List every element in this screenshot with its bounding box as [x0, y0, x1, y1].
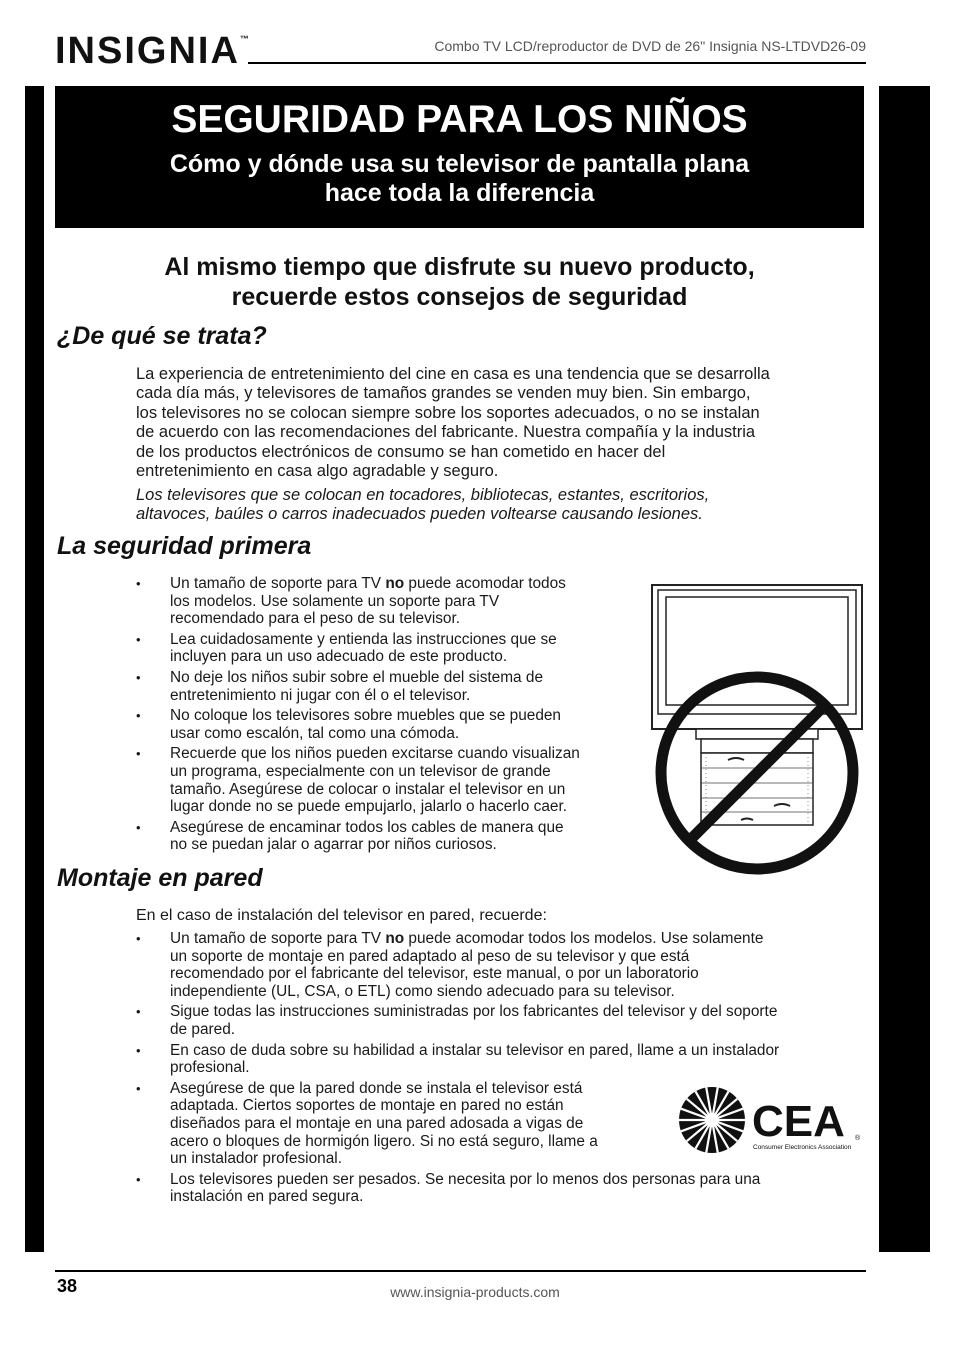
page-title: SEGURIDAD PARA LOS NIÑOS	[171, 98, 748, 141]
document-title: Combo TV LCD/reproductor de DVD de 26" Insignia NS-LTDVD26-09	[434, 38, 866, 54]
section-heading-montaje-en-pared: Montaje en pared	[57, 864, 263, 892]
list-item: • No deje los niños subir sobre el mueble del sistema de entretenimiento ni jugar con él o el televisor.	[136, 669, 646, 704]
title-banner	[55, 86, 864, 228]
intro-heading-line: Al mismo tiempo que disfrute su nuevo producto,	[164, 253, 755, 281]
section-heading-la-seguridad-primera: La seguridad primera	[57, 532, 312, 560]
list-item: • Asegúrese de encaminar todos los cables de manera que no se puedan jalar o agarrar por niños curiosos.	[136, 819, 646, 854]
banner-subtitle-line: hace toda la diferencia	[324, 179, 595, 207]
cea-wordmark: CEA	[752, 1097, 845, 1146]
logo-text: INSIGNIA	[55, 30, 240, 72]
list-item: • Sigue todas las instrucciones suministradas por los fabricantes del televisor y del soporte de pared.	[136, 1003, 866, 1038]
section3-lead: En el caso de instalación del televisor en pared, recuerde:	[136, 907, 547, 924]
list-item: • Un tamaño de soporte para TV no puede acomodar todos los modelos. Use solamente un soporte de montaje en pared adaptado al peso de su televisor y que está recomendado por el fabricante del televisor, este manual, o por un laboratorio independiente (UL, CSA, o ETL) como siendo adecuado para su televisor.	[136, 930, 866, 1000]
left-edge-bar	[25, 86, 44, 1252]
list-item: • Un tamaño de soporte para TV no puede acomodar todos los modelos. Use solamente un soporte para TV recomendado para el peso de su televisor.	[136, 575, 646, 628]
header-divider	[248, 62, 866, 64]
safety-bullet-list	[136, 575, 646, 857]
logo-trademark: ™	[239, 34, 249, 44]
paragraph-line: cada día más, y televisores de tamaños grandes se venden muy bien. Sin embargo,	[136, 384, 751, 403]
paragraph-line: los televisores no se colocan siempre sobre los soportes adecuados, o no se instalan	[136, 403, 760, 422]
warning-line: altavoces, baúles o carros inadecuados pueden voltearse causando lesiones.	[136, 505, 703, 524]
section1-paragraph	[136, 365, 770, 481]
list-item: • Asegúrese de que la pared donde se instala el televisor está adaptada. Ciertos soportes de montaje en pared no están diseñados para el montaje en una pared adosada a vigas de acero o bloques de hormigón ligero. Si no está seguro, llame a un instalador profesional.	[136, 1080, 866, 1168]
banner-subtitle	[55, 150, 864, 208]
intro-heading	[55, 252, 864, 312]
paragraph-line: de acuerdo con las recomendaciones del fabricante. Nuestra compañía y la industria	[136, 423, 756, 442]
section-heading-de-que-se-trata: ¿De qué se trata?	[57, 322, 267, 350]
list-item: • En caso de duda sobre su habilidad a instalar su televisor en pared, llame a un instalador profesional.	[136, 1042, 866, 1077]
page-number: 38	[57, 1276, 78, 1296]
paragraph-line: La experiencia de entretenimiento del cine en casa es una tendencia que se desarrolla	[136, 365, 770, 383]
intro-heading-line: recuerde estos consejos de seguridad	[231, 283, 688, 311]
footer-divider	[55, 1270, 866, 1272]
footer-url: www.insignia-products.com	[390, 1284, 560, 1300]
cea-logo	[676, 1084, 862, 1156]
list-item: • Lea cuidadosamente y entienda las instrucciones que se incluyen para un uso adecuado de este producto.	[136, 631, 646, 666]
tv-screen	[666, 597, 848, 705]
wall-mount-bullet-list	[136, 930, 866, 1209]
right-edge-bar	[879, 86, 930, 1252]
list-item: • Los televisores pueden ser pesados. Se necesita por lo menos dos personas para una instalación en pared segura.	[136, 1171, 866, 1206]
cea-starburst-icon	[679, 1087, 745, 1153]
list-item: • No coloque los televisores sobre muebles que se pueden usar como escalón, tal como una cómoda.	[136, 707, 646, 742]
paragraph-line: de los productos electrónicos de consumo se han cometido en hacer del	[136, 442, 666, 461]
insignia-logo	[55, 30, 249, 73]
no-tv-on-dresser-illustration	[646, 580, 868, 880]
banner-subtitle-line: Cómo y dónde usa su televisor de pantalla plana	[169, 150, 750, 178]
warning-line: Los televisores que se colocan en tocadores, bibliotecas, estantes, escritorios,	[136, 486, 710, 504]
section1-warning	[136, 486, 709, 525]
list-item: • Recuerde que los niños pueden excitarse cuando visualizan un programa, especialmente con un televisor de grande tamaño. Asegúrese de colocar o instalar el televisor en un lugar donde no se puede empujarlo, jalarlo o hacerlo caer.	[136, 745, 646, 815]
paragraph-line: entretenimiento en casa algo agradable y seguro.	[136, 462, 499, 481]
cea-registered-mark: ®	[855, 1135, 861, 1142]
cea-tagline: Consumer Electronics Association	[753, 1144, 852, 1151]
